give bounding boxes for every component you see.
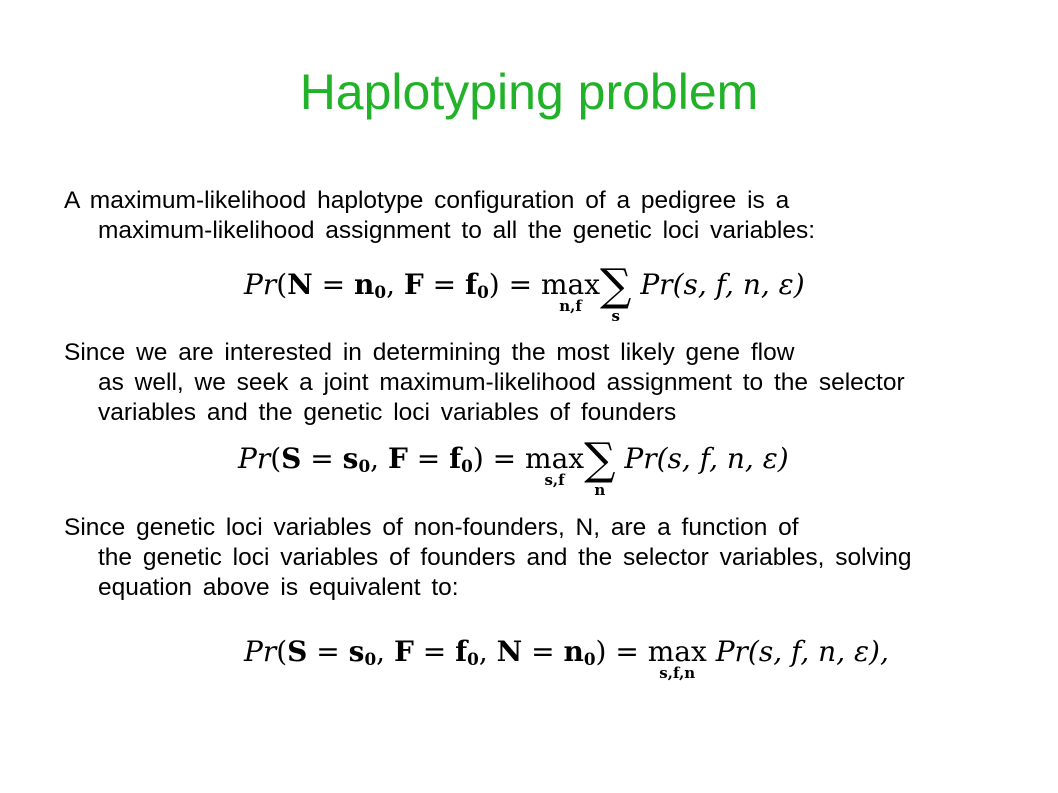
paragraph-definition <box>64 186 1004 246</box>
eq2-rhs: Pr(s, f, n, ε) <box>624 442 789 475</box>
paragraph-line: Since genetic loci variables of non-founders, N, are a function of <box>64 514 799 541</box>
eq1-rhs: Pr(s, f, n, ε) <box>640 268 805 301</box>
eq3-lhs-val2: f <box>455 635 468 668</box>
eq1-lhs-val2: f <box>465 268 478 301</box>
paragraph-line: Since we are interested in determining the most likely gene flow <box>64 339 795 366</box>
eq1-max-subscript: n,f <box>559 297 582 315</box>
eq3-lhs-val: s <box>348 635 365 668</box>
equation-3: $Pr(S = s_0$, $F = f_0$, $N = n_0) = \max$ s,f,n Pr(s, f, n, ε), <box>244 635 889 682</box>
eq3-rhs: Pr(s, f, n, ε), <box>715 635 889 668</box>
paragraph-continuation: maximum-likelihood assignment to all the genetic loci variables: <box>98 217 816 244</box>
eq1-sum-operator: ∑ s <box>600 260 632 325</box>
paragraph-continuation: as well, we seek a joint maximum-likelihood assignment to the selector variables and the genetic loci variables of founders <box>98 369 905 426</box>
slide-title: Haplotyping problem <box>299 64 759 120</box>
eq3-max-operator: max s,f,n <box>647 635 707 682</box>
eq1-sum-subscript: s <box>611 307 620 325</box>
paragraph-continuation: the genetic loci variables of founders and the selector variables, solving equation above is equivalent to: <box>98 544 912 601</box>
eq3-lhs-var2: F <box>393 635 414 668</box>
eq2-lhs-val-sub: 0 <box>358 456 371 477</box>
eq2-sum-subscript: n <box>594 481 606 499</box>
eq3-lhs-val3-sub: 0 <box>583 649 596 670</box>
eq2-lhs-var: S <box>281 442 302 475</box>
paragraph-line: A maximum-likelihood haplotype configuration of a pedigree is a <box>64 187 790 214</box>
eq3-lhs-val3: n <box>563 635 584 668</box>
eq2-lhs-var2: F <box>387 442 408 475</box>
eq3-lhs-val2-sub: 0 <box>467 649 479 670</box>
eq1-max-operator: max n,f <box>540 268 601 315</box>
eq1-lhs-var: N <box>287 268 313 301</box>
eq1-lhs-val-sub: 0 <box>374 282 387 303</box>
eq2-sum-operator: ∑ n <box>584 434 616 499</box>
eq1-lhs-val2-sub: 0 <box>477 282 489 303</box>
eq3-lhs-var: S <box>287 635 308 668</box>
equation-1: $Pr(N = n_0$, $F = f_0) = \max$ n,f ∑ s Pr(s, f, n, ε) <box>244 260 805 325</box>
eq2-max-operator: max s,f <box>525 442 585 489</box>
paragraph-equivalence <box>64 513 1004 603</box>
eq2-lhs-val2: f <box>449 442 462 475</box>
eq2-max-subscript: s,f <box>544 471 565 489</box>
eq2-lhs-val2-sub: 0 <box>461 456 473 477</box>
eq1-lhs-var2: F <box>403 268 424 301</box>
eq1-lhs-val: n <box>354 268 375 301</box>
paragraph-gene-flow <box>64 338 1004 428</box>
eq3-lhs-val-sub: 0 <box>364 649 377 670</box>
eq3-max-subscript: s,f,n <box>659 664 696 682</box>
equation-2: $Pr(S = s_0$, $F = f_0) = \max$ s,f ∑ n Pr(s, f, n, ε) <box>238 434 789 499</box>
eq3-lhs-var3: N <box>496 635 523 668</box>
eq2-lhs-val: s <box>342 442 359 475</box>
